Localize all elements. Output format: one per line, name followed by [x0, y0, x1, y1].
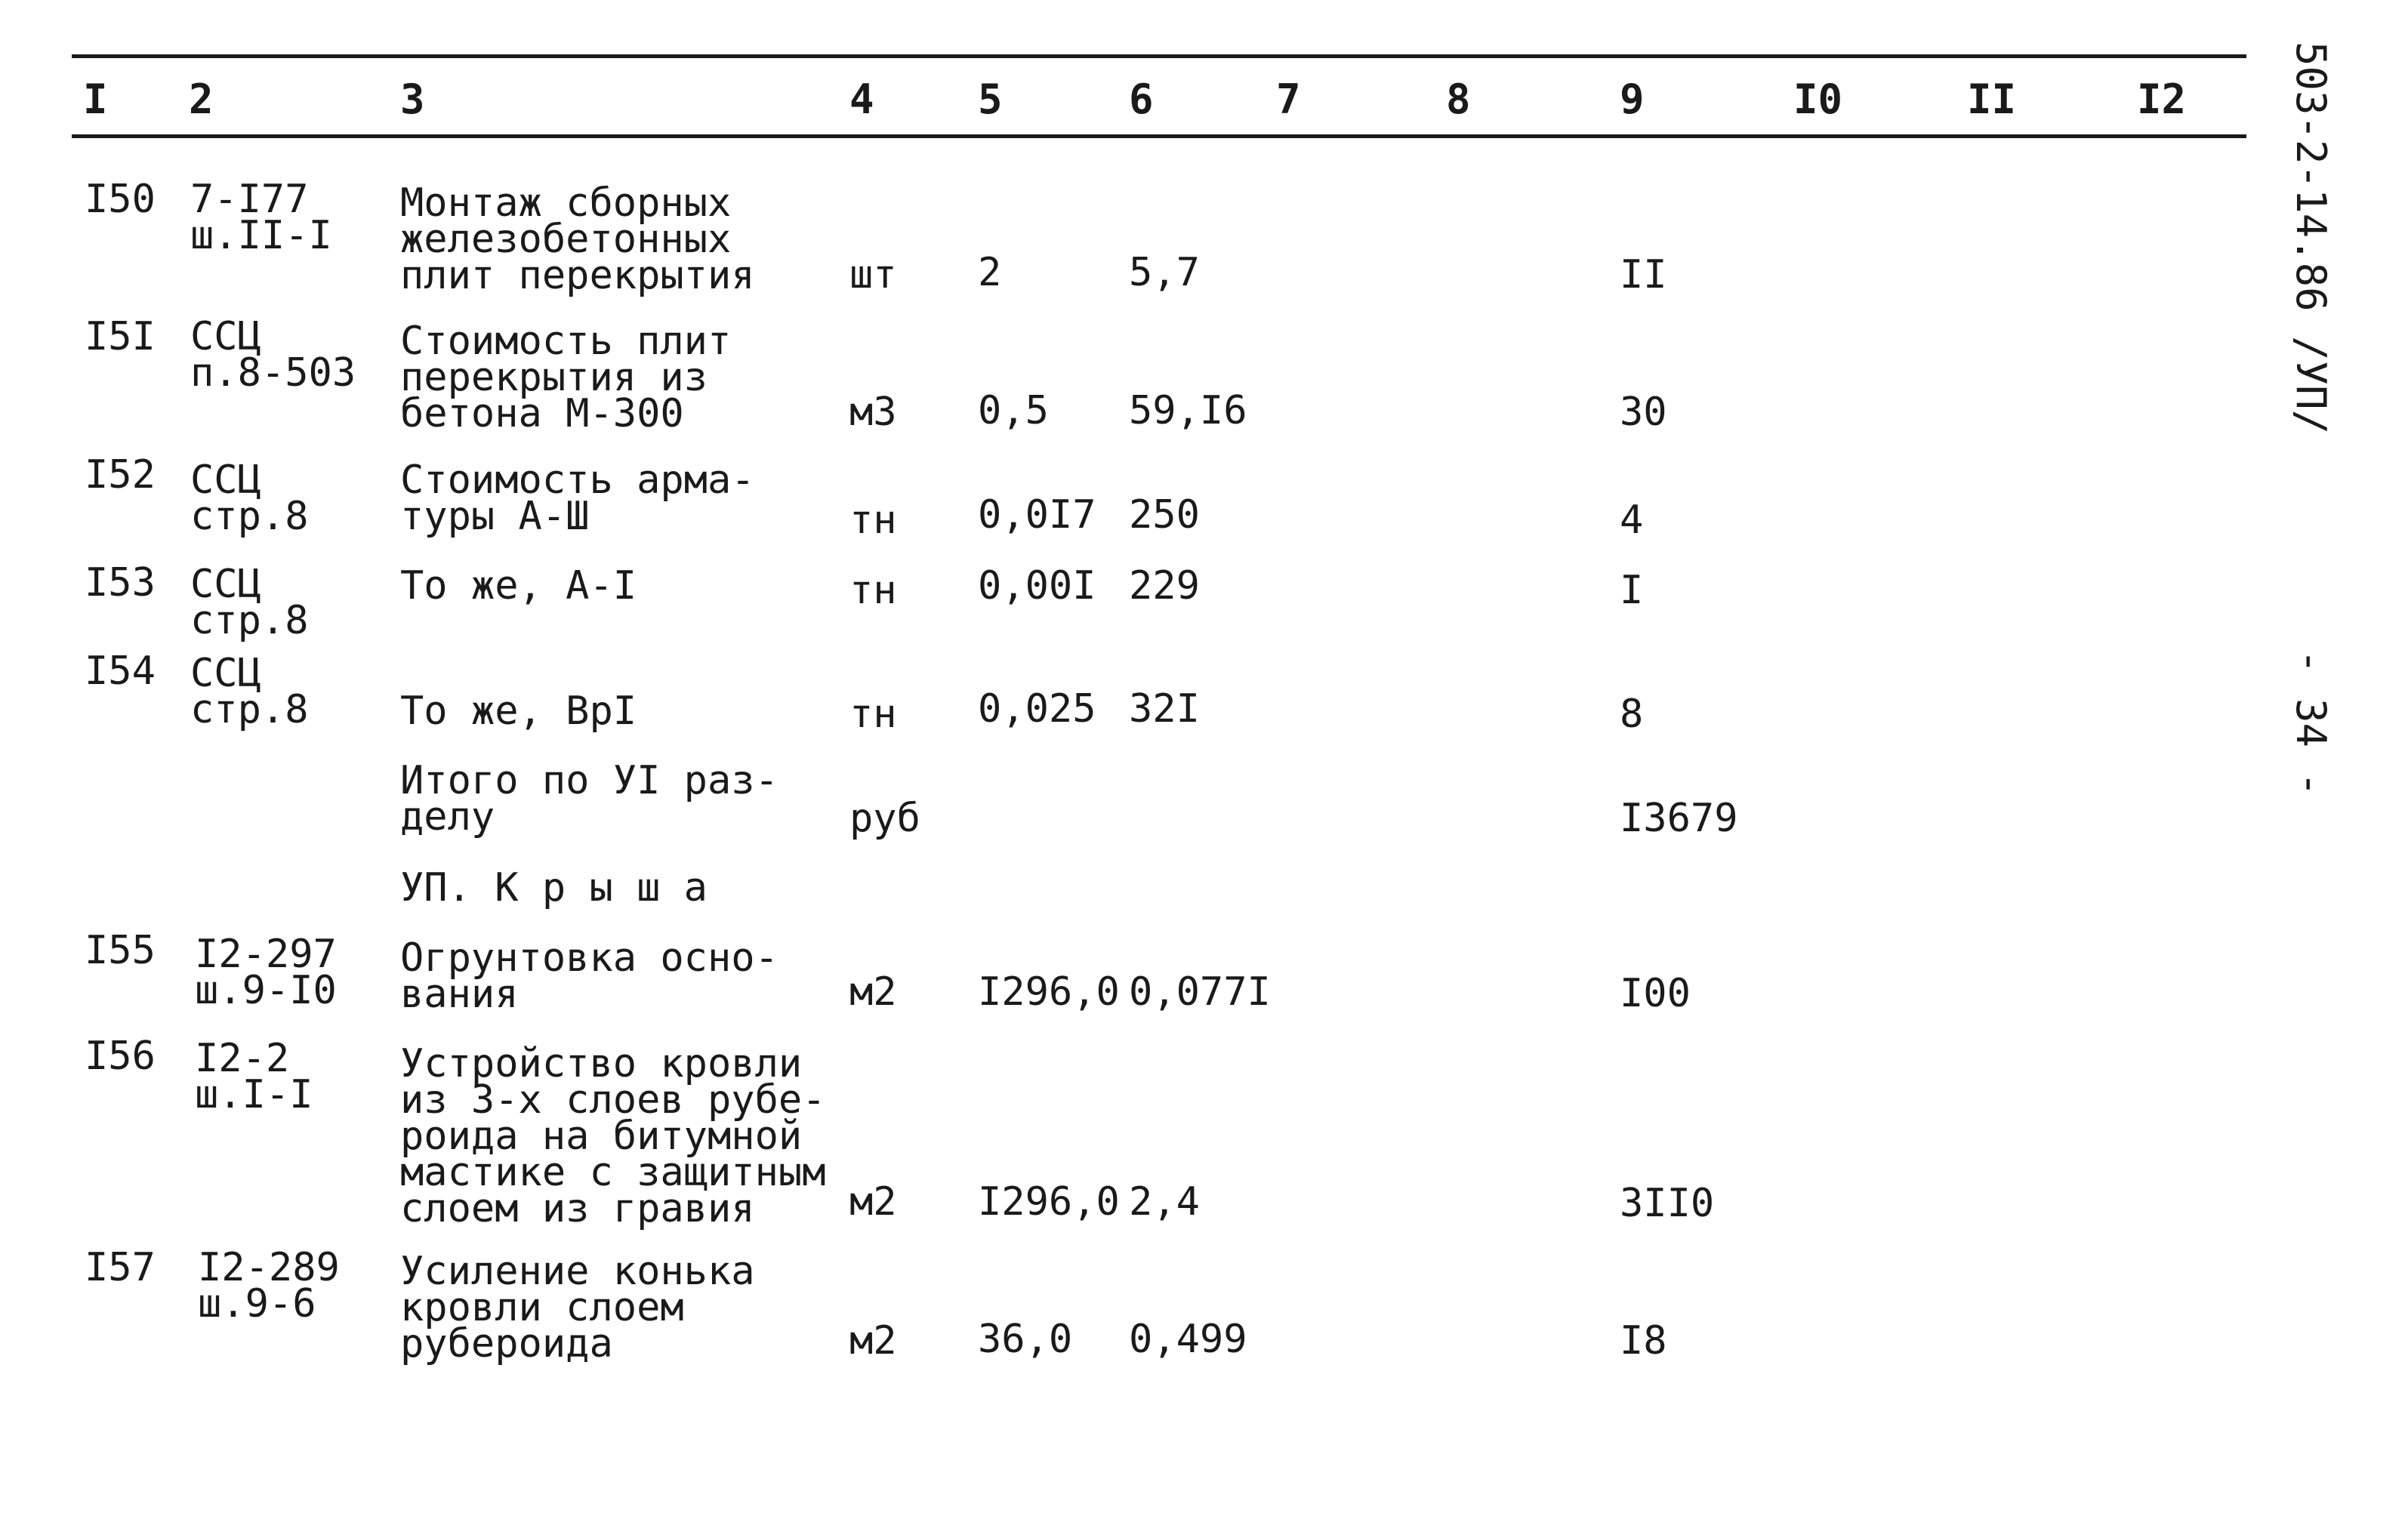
row-unit: м2: [849, 969, 897, 1015]
row-code: 7-I77 ш.II-I: [190, 177, 332, 258]
col-header-4: 4: [849, 75, 874, 123]
row-description: Устройство кровли из 3-х слоев рубе- роида на битумной мастике с защитным слоем из гравия: [400, 1041, 826, 1231]
col-header-8: 8: [1446, 75, 1471, 123]
row-code: I2-2 ш.I-I: [195, 1036, 313, 1117]
row-total: II: [1620, 252, 1667, 297]
row-description: Стоимость арма- туры А-Ш: [400, 458, 755, 539]
row-total: I00: [1620, 971, 1691, 1016]
col-header-6: 6: [1129, 75, 1154, 123]
row-total: 30: [1620, 390, 1667, 435]
row-unit-price: 59,I6: [1129, 388, 1247, 433]
row-unit: м3: [849, 390, 897, 435]
row-total: I: [1620, 568, 1644, 613]
row-number: I56: [85, 1034, 156, 1079]
col-header-3: 3: [400, 75, 425, 123]
row-unit: тн: [849, 568, 897, 613]
row-number: I50: [85, 177, 156, 222]
row-code: ССЦ стр.8: [190, 651, 309, 732]
row-description: Усиление конька кровли слоем рубероида: [400, 1249, 755, 1367]
row-code: ССЦ стр.8: [190, 562, 309, 643]
row-quantity: 0,025: [978, 686, 1096, 732]
row-unit-price: 2,4: [1129, 1179, 1200, 1225]
row-number: I53: [85, 560, 156, 605]
row-quantity: I296,0: [978, 1179, 1120, 1225]
row-unit-price: 250: [1129, 492, 1200, 538]
header-rule: [72, 134, 2246, 138]
section-heading: УП. К р ы ш а: [400, 865, 708, 911]
row-quantity: 36,0: [978, 1317, 1073, 1362]
page-number: - 34 -: [2287, 649, 2335, 797]
row-quantity: I296,0: [978, 969, 1120, 1015]
row-quantity: 0,5: [978, 388, 1049, 433]
row-number: I52: [85, 452, 156, 498]
col-header-11: II: [1967, 75, 2017, 123]
row-code: ССЦ п.8-503: [190, 314, 356, 396]
row-total: 8: [1620, 692, 1644, 737]
col-header-2: 2: [189, 75, 214, 123]
row-number: I54: [85, 649, 156, 694]
row-unit: тн: [849, 498, 897, 543]
row-number: I55: [85, 928, 156, 973]
col-header-5: 5: [978, 75, 1003, 123]
row-quantity: 0,00I: [978, 563, 1096, 609]
col-header-7: 7: [1276, 75, 1301, 123]
row-total: 3II0: [1620, 1181, 1715, 1226]
row-code: I2-289 ш.9-6: [198, 1245, 340, 1326]
row-number: I57: [85, 1245, 156, 1290]
row-unit: шт: [849, 252, 897, 297]
row-code: I2-297 ш.9-I0: [195, 932, 337, 1013]
row-unit-price: 32I: [1129, 686, 1200, 732]
document-code: 503-2-14.86 /УП/: [2287, 42, 2335, 435]
row-unit-price: 0,499: [1129, 1317, 1247, 1362]
row-unit-price: 229: [1129, 563, 1200, 609]
row-description: Огрунтовка осно- вания: [400, 935, 779, 1017]
row-description: То же, А-I: [400, 563, 637, 609]
top-rule: [72, 54, 2246, 58]
row-description: То же, ВрI: [400, 689, 637, 734]
row-unit: тн: [849, 692, 897, 737]
col-header-9: 9: [1620, 75, 1645, 123]
section-total-value: I3679: [1620, 796, 1738, 841]
row-description: Монтаж сборных железобетонных плит перекрытия: [400, 180, 755, 298]
row-unit: м2: [849, 1318, 897, 1363]
col-header-10: I0: [1793, 75, 1843, 123]
row-unit-price: 0,077I: [1129, 969, 1271, 1015]
row-total: I8: [1620, 1318, 1667, 1363]
row-number: I5I: [85, 314, 156, 359]
row-quantity: 2: [978, 250, 1002, 295]
row-quantity: 0,0I7: [978, 492, 1096, 538]
section-total-unit: руб: [849, 796, 920, 841]
row-total: 4: [1620, 498, 1644, 543]
row-unit-price: 5,7: [1129, 250, 1200, 295]
col-header-1: I: [83, 75, 108, 123]
row-description: Стоимость плит перекрытия из бетона М-300: [400, 319, 732, 436]
section-total-label: Итого по УI раз- делу: [400, 758, 779, 840]
row-unit: м2: [849, 1179, 897, 1225]
row-code: ССЦ стр.8: [190, 458, 309, 539]
col-header-12: I2: [2137, 75, 2187, 123]
